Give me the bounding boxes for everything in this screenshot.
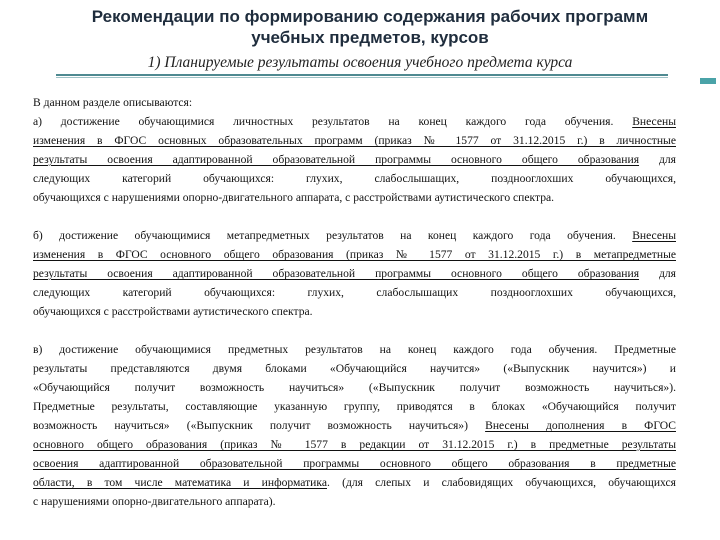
- para-a-underlined: результаты освоения адаптированной образовательной программы основного общего образования: [33, 153, 640, 166]
- accent-bar: [700, 78, 716, 84]
- para-c-line: [33, 435, 676, 454]
- para-a-underlined: изменения в ФГОС основных образовательных программ (приказ № 1577 от 31.12.2015 г.) в личностные: [33, 134, 676, 147]
- para-a-text: для: [639, 153, 676, 166]
- para-b-underlined: результаты освоения адаптированной образовательной программы основного общего образования: [33, 267, 640, 280]
- section-subtitle: 1) Планируемые результаты освоения учебного предмета курса: [147, 54, 573, 71]
- para-c-line: «Обучающийся получит возможность научиться» («Выпускник получит возможность научиться»).: [33, 381, 676, 394]
- para-c-line: [33, 473, 676, 492]
- para-b-line: следующих категорий обучающихся: глухих, слабослышащих позднооглохших обучающихся,: [33, 286, 676, 299]
- para-c-underlined: Внесены дополнения в ФГОС: [485, 419, 676, 432]
- slide-title: [40, 6, 700, 48]
- para-c-line: [33, 454, 676, 473]
- title-line-2: учебных предметов, курсов: [251, 28, 489, 47]
- para-a-text: а) достижение обучающимися личностных результатов на конец каждого года обучения.: [33, 115, 633, 128]
- para-b-underlined: Внесены: [632, 229, 676, 242]
- para-c-text: . (для слепых и слабовидящих обучающихся, обучающихся: [327, 476, 676, 489]
- para-c-line: результаты представляются двумя блоками «Обучающийся научится» («Выпускник научится») и: [33, 362, 676, 375]
- para-c-underlined: основного общего образования (приказ № 1577 в редакции от 31.12.2015 г.) в предметные результаты: [33, 438, 676, 451]
- para-b-line: [33, 264, 676, 283]
- para-a-line: [33, 112, 676, 131]
- body-text: [33, 93, 676, 530]
- intro-paragraph: [33, 93, 676, 112]
- paragraph-c: [33, 340, 676, 511]
- para-a-line: следующих категорий обучающихся: глухих, слабослышащих, позднооглохших обучающихся,: [33, 172, 676, 185]
- paragraph-b: [33, 226, 676, 321]
- para-c-line: Предметные результаты, составляющие указанную группу, приводятся в блоках «Обучающийся получит: [33, 400, 676, 413]
- header-rule: [56, 74, 668, 76]
- para-c-underlined: области, в том числе математика и информатика: [33, 476, 327, 489]
- header-rule-thin: [56, 77, 668, 78]
- para-a-line: [33, 131, 676, 150]
- para-b-line: [33, 245, 676, 264]
- intro-line: В данном разделе описываются:: [33, 96, 193, 109]
- para-c-text: возможность научиться» («Выпускник получит возможность научиться»): [33, 419, 486, 432]
- para-b-text: б) достижение обучающимися метапредметных результатов на конец каждого года обучения.: [33, 229, 633, 242]
- para-c-line: в) достижение обучающимися предметных результатов на конец каждого года обучения. Предметные: [33, 343, 676, 356]
- para-b-line: обучающихся с расстройствами аутистического спектра.: [33, 305, 313, 318]
- para-b-line: [33, 226, 676, 245]
- para-b-underlined: изменения в ФГОС основного общего образования (приказ № 1577 от 31.12.2015 г.) в метапредметные: [33, 248, 676, 261]
- para-a-underlined: Внесены: [632, 115, 676, 128]
- para-c-underlined: освоения адаптированной образовательной программы основного общего образования в предметные: [33, 457, 676, 470]
- title-line-1: Рекомендации по формированию содержания рабочих программ: [91, 7, 649, 26]
- paragraph-a: [33, 112, 676, 207]
- para-c-line: с нарушениями опорно-двигательного аппарата).: [33, 495, 276, 508]
- para-a-line: обучающихся с нарушениями опорно-двигательного аппарата, с расстройствами аутистического спектра.: [33, 191, 555, 204]
- para-b-text: для: [639, 267, 676, 280]
- para-a-line: [33, 150, 676, 169]
- para-c-line: [33, 416, 676, 435]
